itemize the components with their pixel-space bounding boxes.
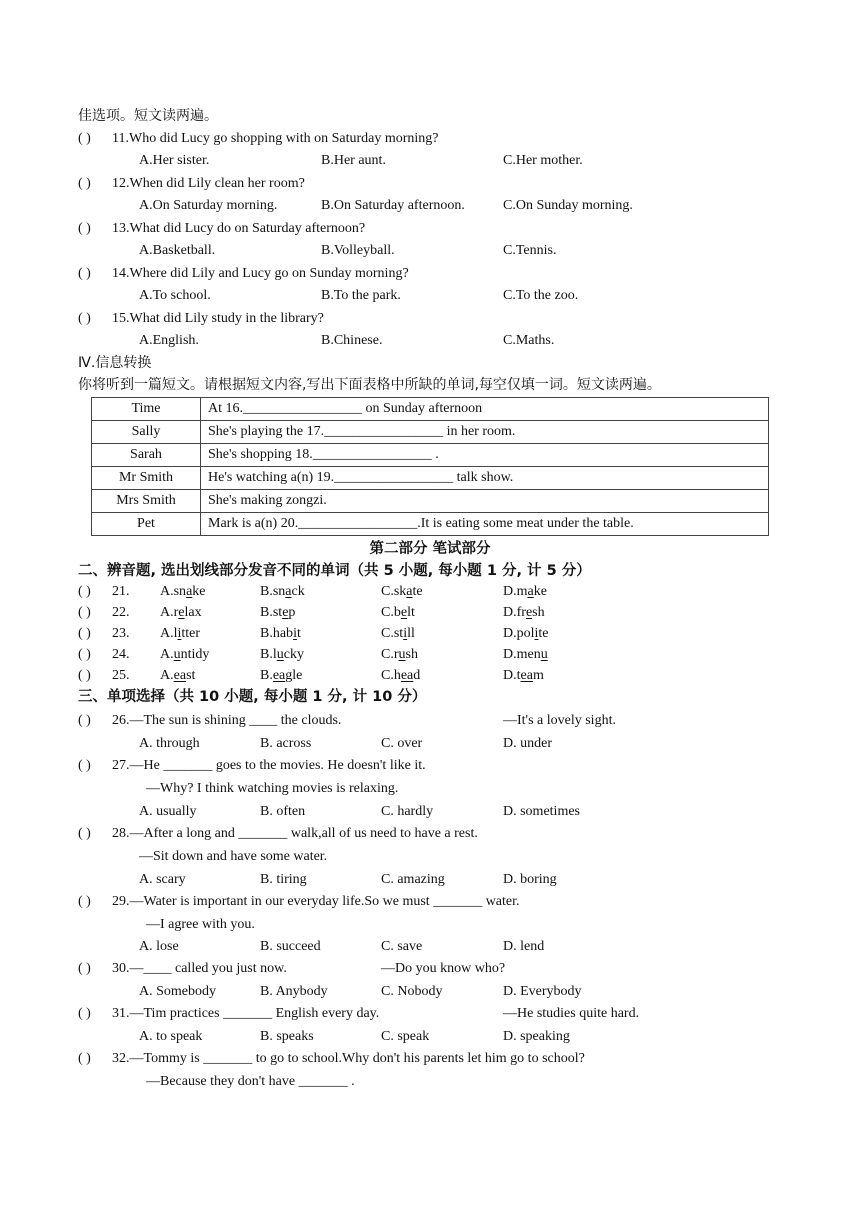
phonetics-option: C.skate <box>381 584 423 599</box>
underlined-letters: e <box>400 605 408 620</box>
phonetics-option: D.polite <box>503 626 549 641</box>
question-30 <box>78 960 287 978</box>
table-key: Mr Smith <box>92 467 201 490</box>
underlined-letters: a <box>406 584 413 599</box>
option-a: A.Basketball. <box>139 243 216 258</box>
underlined-letters: e <box>525 605 533 620</box>
option-b: B. tiring <box>260 872 307 887</box>
table-key: Time <box>92 398 201 421</box>
response: —Do you know who? <box>381 961 506 976</box>
section-4-title: Ⅳ.信息转换 <box>78 355 152 371</box>
phonetics-question <box>78 625 130 643</box>
single-choice-heading: 三、单项选择（共 10 小题, 每小题 1 分, 计 10 分） <box>78 689 427 705</box>
option-b: B. across <box>260 736 312 751</box>
underlined-letters: ea <box>400 668 414 683</box>
phonetics-option: C.still <box>381 626 415 641</box>
underlined-letters: e <box>282 605 289 620</box>
option-c: C.On Sunday morning. <box>503 198 633 213</box>
question-11 <box>78 130 439 148</box>
option-a: A.English. <box>139 333 199 348</box>
table-value[interactable]: Mark is a(n) 20._________________.It is eating some meat under the table. <box>201 513 769 536</box>
question-14 <box>78 265 409 283</box>
table-value[interactable]: He's watching a(n) 19._________________ talk show. <box>201 467 769 490</box>
phonetics-option: D.team <box>503 668 544 683</box>
underlined-letters: ea <box>520 668 533 683</box>
question-28 <box>78 825 478 843</box>
table-value: She's making zongzi. <box>201 490 769 513</box>
option-c: C. hardly <box>381 804 434 819</box>
option-a: A. Somebody <box>139 984 216 999</box>
phonetics-option: A.untidy <box>160 647 210 662</box>
phonetics-option: C.head <box>381 668 421 683</box>
underlined-letters: a <box>527 584 534 599</box>
question-13 <box>78 220 365 238</box>
answer-bracket[interactable]: ( ) <box>78 826 91 841</box>
question-number: 24. <box>112 647 130 662</box>
phonetics-option: D.menu <box>503 647 548 662</box>
answer-bracket[interactable]: ( ) <box>78 266 91 281</box>
phonetics-question <box>78 667 130 685</box>
table-key: Sally <box>92 421 201 444</box>
option-c: C.Her mother. <box>503 153 583 168</box>
answer-bracket[interactable]: ( ) <box>78 626 91 641</box>
question-stem: 15.What did Lily study in the library? <box>112 311 324 326</box>
question-26 <box>78 712 341 730</box>
answer-bracket[interactable]: ( ) <box>78 668 91 683</box>
underlined-letters: a <box>285 584 292 599</box>
option-d: D. lend <box>503 939 545 954</box>
underlined-letters: u <box>173 647 181 662</box>
phonetics-option: C.rush <box>381 647 418 662</box>
table-key: Pet <box>92 513 201 536</box>
phonetics-option: B.habit <box>260 626 301 641</box>
table-key: Mrs Smith <box>92 490 201 513</box>
option-a: A. usually <box>139 804 197 819</box>
phonetics-heading: 二、辨音题, 选出划线部分发音不同的单词（共 5 小题, 每小题 1 分, 计 5 分） <box>78 563 591 579</box>
answer-bracket[interactable]: ( ) <box>78 584 91 599</box>
answer-bracket[interactable]: ( ) <box>78 311 91 326</box>
question-number: 21. <box>112 584 130 599</box>
response: —Sit down and have some water. <box>139 849 328 864</box>
part-2-title: 第二部分 笔试部分 <box>369 541 491 557</box>
table-row <box>92 444 769 467</box>
question-12 <box>78 175 305 193</box>
option-c: C.Maths. <box>503 333 555 348</box>
option-a: A.To school. <box>139 288 211 303</box>
response: —Because they don't have _______ . <box>146 1074 355 1089</box>
answer-bracket[interactable]: ( ) <box>78 647 91 662</box>
option-b: B.Chinese. <box>321 333 383 348</box>
phonetics-option: A.snake <box>160 584 206 599</box>
underlined-letters: ea <box>173 668 187 683</box>
question-stem: 27.—He _______ goes to the movies. He doesn't like it. <box>112 758 426 773</box>
option-b: B. Anybody <box>260 984 328 999</box>
question-29 <box>78 893 520 911</box>
answer-bracket[interactable]: ( ) <box>78 221 91 236</box>
table-row <box>92 490 769 513</box>
response: —It's a lovely sight. <box>503 713 616 728</box>
phonetics-option: A.east <box>160 668 196 683</box>
answer-bracket[interactable]: ( ) <box>78 713 91 728</box>
option-b: B.To the park. <box>321 288 401 303</box>
underlined-letters: u <box>276 647 284 662</box>
response: —I agree with you. <box>146 917 255 932</box>
question-number: 22. <box>112 605 130 620</box>
question-stem: 13.What did Lucy do on Saturday afternoon? <box>112 221 366 236</box>
question-stem: 11.Who did Lucy go shopping with on Saturday morning? <box>112 131 439 146</box>
phonetics-option: B.step <box>260 605 296 620</box>
phonetics-option: D.fresh <box>503 605 545 620</box>
phonetics-question <box>78 646 130 664</box>
phonetics-question <box>78 583 130 601</box>
underlined-letters: i <box>177 626 182 641</box>
option-c: C. over <box>381 736 423 751</box>
option-a: A. to speak <box>139 1029 203 1044</box>
option-b: B.Volleyball. <box>321 243 395 258</box>
table-row <box>92 513 769 536</box>
underlined-letters: e <box>178 605 185 620</box>
option-b: B. speaks <box>260 1029 314 1044</box>
underlined-letters: i <box>534 626 539 641</box>
phonetics-question <box>78 604 130 622</box>
option-c: C.To the zoo. <box>503 288 579 303</box>
question-stem: 14.Where did Lily and Lucy go on Sunday morning? <box>112 266 409 281</box>
question-27 <box>78 757 426 775</box>
underlined-letters: i <box>403 626 408 641</box>
option-a: A.On Saturday morning. <box>139 198 278 213</box>
question-15 <box>78 310 324 328</box>
phonetics-option: D.make <box>503 584 547 599</box>
option-c: C. save <box>381 939 423 954</box>
phonetics-option: A.litter <box>160 626 201 641</box>
question-number: 25. <box>112 668 130 683</box>
answer-bracket[interactable]: ( ) <box>78 1006 91 1021</box>
option-c: C.Tennis. <box>503 243 557 258</box>
question-stem: 26.—The sun is shining ____ the clouds. <box>112 713 342 728</box>
question-stem: 29.—Water is important in our everyday life.So we must _______ water. <box>112 894 520 909</box>
option-a: A. lose <box>139 939 179 954</box>
question-31 <box>78 1005 379 1023</box>
question-number: 23. <box>112 626 130 641</box>
option-a: A. through <box>139 736 200 751</box>
option-b: B.Her aunt. <box>321 153 386 168</box>
table-row <box>92 398 769 421</box>
table-value[interactable]: She's shopping 18._________________ . <box>201 444 769 467</box>
answer-bracket[interactable]: ( ) <box>78 758 91 773</box>
phonetics-option: C.belt <box>381 605 415 620</box>
option-d: D. boring <box>503 872 557 887</box>
option-a: A.Her sister. <box>139 153 210 168</box>
option-b: B. often <box>260 804 306 819</box>
response: —Why? I think watching movies is relaxing. <box>146 781 399 796</box>
option-a: A. scary <box>139 872 186 887</box>
option-b: B. succeed <box>260 939 321 954</box>
section-4-instruction: 你将听到一篇短文。请根据短文内容,写出下面表格中所缺的单词,每空仅填一词。短文读两遍。 <box>78 377 661 393</box>
listening-instruction-tail: 佳选项。短文读两遍。 <box>78 108 218 124</box>
question-32 <box>78 1050 585 1068</box>
underlined-letters: u <box>398 647 406 662</box>
question-stem: 12.When did Lily clean her room? <box>112 176 305 191</box>
phonetics-option: B.snack <box>260 584 305 599</box>
question-stem: 31.—Tim practices _______ English every day. <box>112 1006 380 1021</box>
option-b: B.On Saturday afternoon. <box>321 198 465 213</box>
underlined-letters: ea <box>272 668 286 683</box>
phonetics-option: B.lucky <box>260 647 304 662</box>
underlined-letters: u <box>540 647 548 662</box>
table-key: Sarah <box>92 444 201 467</box>
answer-bracket[interactable]: ( ) <box>78 961 91 976</box>
option-d: D. sometimes <box>503 804 580 819</box>
info-table <box>91 397 769 536</box>
option-d: D. Everybody <box>503 984 582 999</box>
option-c: C. speak <box>381 1029 430 1044</box>
answer-bracket[interactable]: ( ) <box>78 1051 91 1066</box>
answer-bracket[interactable]: ( ) <box>78 605 91 620</box>
option-c: C. Nobody <box>381 984 443 999</box>
response: —He studies quite hard. <box>503 1006 640 1021</box>
phonetics-option: A.relax <box>160 605 202 620</box>
table-value[interactable]: At 16._________________ on Sunday afternoon <box>201 398 769 421</box>
phonetics-option: B.eagle <box>260 668 303 683</box>
table-row <box>92 467 769 490</box>
underlined-letters: i <box>293 626 297 641</box>
answer-bracket[interactable]: ( ) <box>78 131 91 146</box>
option-d: D. speaking <box>503 1029 570 1044</box>
option-c: C. amazing <box>381 872 445 887</box>
answer-bracket[interactable]: ( ) <box>78 176 91 191</box>
answer-bracket[interactable]: ( ) <box>78 894 91 909</box>
question-stem: 28.—After a long and _______ walk,all of us need to have a rest. <box>112 826 478 841</box>
question-stem: 30.—____ called you just now. <box>112 961 287 976</box>
underlined-letters: a <box>186 584 193 599</box>
option-d: D. under <box>503 736 552 751</box>
question-stem: 32.—Tommy is _______ to go to school.Why don't his parents let him go to school? <box>112 1051 585 1066</box>
table-value[interactable]: She's playing the 17._________________ in her room. <box>201 421 769 444</box>
table-row <box>92 421 769 444</box>
